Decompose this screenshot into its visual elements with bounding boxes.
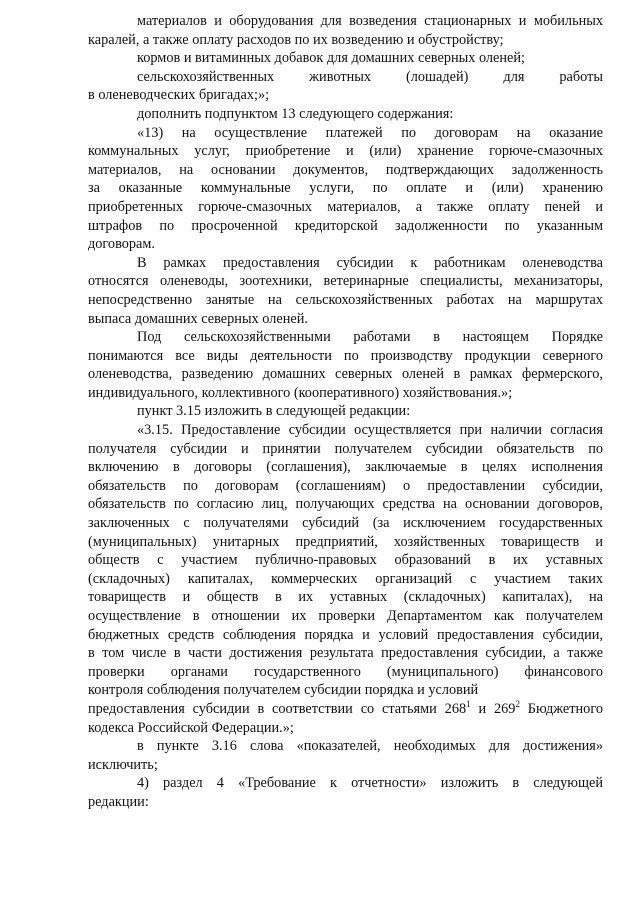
text-line: бюджетных средств соблюдения порядка и условий предоставления субсидии, <box>88 626 603 643</box>
text-line: контроля соблюдения получателем субсидии порядка и условий <box>88 682 479 699</box>
document-page <box>88 12 603 812</box>
text-line: оленеводства, разведению домашних северных оленей в рамках фермерского, <box>88 366 603 383</box>
text-line: (складочных) капиталах, коммерческих организаций с участием таких <box>88 570 603 587</box>
text-line: материалов, на основании документов, подтверждающих задолженность <box>88 161 603 178</box>
text-line: «13) на осуществление платежей по договорам на оказание <box>137 124 603 141</box>
text-line: в том числе в части достижения результата предоставления субсидии, а также <box>88 645 603 662</box>
paragraph <box>88 421 603 700</box>
paragraph <box>88 68 603 105</box>
text-line: материалов и оборудования для возведения стационарных и мобильных <box>137 13 603 29</box>
text-line: кодекса Российской Федерации.»; <box>88 719 294 736</box>
text-line: «3.15. Предоставление субсидии осуществляется при наличии согласия <box>137 422 603 439</box>
text-line: пункт 3.15 изложить в следующей редакции: <box>137 403 411 420</box>
text-line: включению в договоры (соглашения), заключаемые в целях исполнения <box>88 459 603 476</box>
paragraph <box>88 124 603 254</box>
text-line: осуществление в отношении их проверки Департаментом как получателем <box>88 608 603 624</box>
text-line: редакции: <box>88 793 149 810</box>
text-line: получателя субсидии и принятии получателем субсидии обязательств по <box>88 440 603 457</box>
text-line: индивидуального, коллективного (кооперативного) хозяйствования.»; <box>88 384 513 401</box>
text-line: в оленеводческих бригадах;»; <box>88 87 270 104</box>
text-line: непосредственно занятые на сельскохозяйственных работах на маршрутах <box>88 291 603 308</box>
text-line: (муниципальных) унитарных предприятий, хозяйственных товариществ и <box>88 533 603 550</box>
paragraph <box>88 254 603 328</box>
text-line: обязательств по договорам (соглашениям) о предоставлении субсидии, <box>88 477 603 494</box>
text-line: каралей, а также оплату расходов по их возведению и обустройству; <box>88 31 504 48</box>
text-line: В рамках предоставления субсидии к работникам оленеводства <box>137 254 603 271</box>
text-line: проверки органами государственного (муниципального) финансового <box>88 663 603 680</box>
text-line: в пункте 3.16 слова «показателей, необходимых для достижения» <box>137 738 603 755</box>
text-line: заключенных с получателями субсидий (за исключением государственных <box>88 515 603 532</box>
text-line: за оказанные коммунальные услуги, по оплате и (или) хранению <box>88 180 603 197</box>
text-line: штрафов по просроченной кредиторской задолженности по указанным <box>88 217 603 234</box>
paragraph <box>88 49 603 68</box>
text-line: выпаса домашних северных оленей. <box>88 310 308 327</box>
text-line: приобретенных горюче-смазочных материалов, а также оплату пеней и <box>88 198 603 215</box>
paragraph <box>88 737 603 774</box>
paragraph <box>88 12 603 49</box>
paragraph <box>88 402 603 421</box>
text-line: товариществ и обществ в их уставных (складочных) капиталах), на <box>88 589 603 606</box>
paragraph <box>88 719 603 738</box>
text-line: обществ с участием публично-правовых образований в их уставных <box>88 552 603 569</box>
text-line: обязательств по согласию лиц, получающих средства на основании договоров, <box>88 496 603 513</box>
text-line: коммунальных услуг, приобретение и (или) хранение горюче-смазочных <box>88 143 603 160</box>
paragraph <box>88 774 603 811</box>
text-line: относятся оленеводы, зоотехники, ветеринарные специалисты, механизаторы, <box>88 273 603 290</box>
paragraph <box>88 700 603 719</box>
paragraph <box>88 105 603 124</box>
text-line: 4) раздел 4 «Требование к отчетности» изложить в следующей <box>137 775 603 792</box>
text-line: понимаются все виды деятельности по производству продукции северного <box>88 347 603 364</box>
text-line: договорам. <box>88 236 155 253</box>
text-line: предоставления субсидии в соответствии со статьями $268^1$ и $269^2$ Бюджетного <box>88 699 603 717</box>
text-line: кормов и витаминных добавок для домашних северных оленей; <box>137 50 526 67</box>
text-line: исключить; <box>88 756 158 773</box>
text-line: дополнить подпунктом 13 следующего содержания: <box>137 105 454 122</box>
text-line: сельскохозяйственных животных (лошадей) для работы <box>137 68 603 85</box>
paragraph <box>88 328 603 402</box>
text-line: Под сельскохозяйственными работами в настоящем Порядке <box>137 329 603 346</box>
